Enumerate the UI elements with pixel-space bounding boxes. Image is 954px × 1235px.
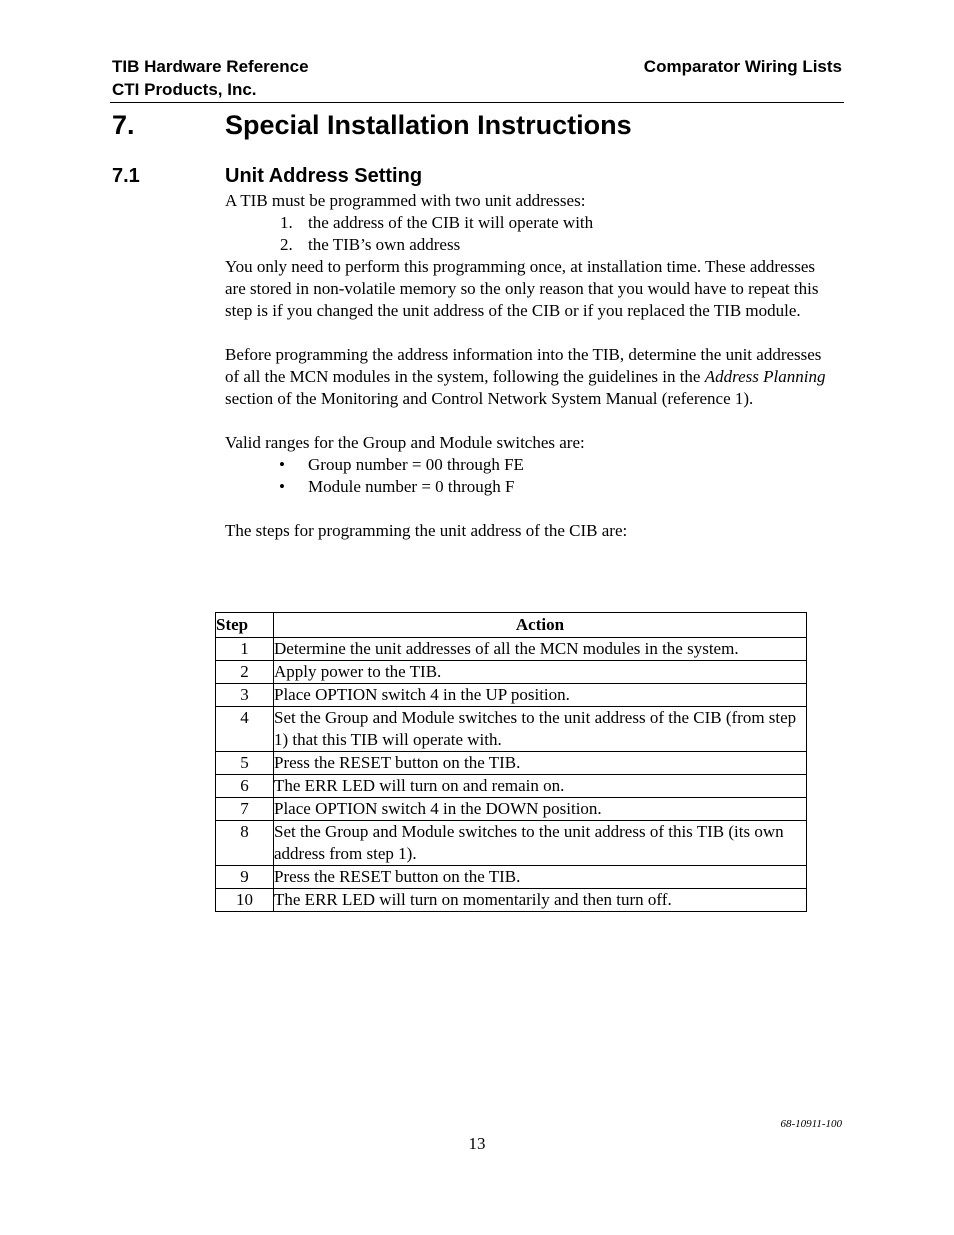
step-number: 9 [216,866,274,889]
step-action: Apply power to the TIB. [274,661,807,684]
table-row [216,684,807,707]
step-number: 5 [216,752,274,775]
list-item-text: Group number = 00 through FE [308,455,524,474]
list-item [225,454,835,476]
intro-text: A TIB must be programmed with two unit addresses: [225,191,586,210]
table-row [216,889,807,912]
reference-section-name: Address Planning [704,367,826,386]
step-action: The ERR LED will turn on and remain on. [274,775,807,798]
table-row [216,752,807,775]
steps-table [215,612,807,912]
step-action: The ERR LED will turn on momentarily and then turn off. [274,889,807,912]
step-action: Place OPTION switch 4 in the UP position. [274,684,807,707]
step-action: Set the Group and Module switches to the unit address of the CIB (from step 1) that this TIB will operate with. [274,707,807,752]
step-number: 3 [216,684,274,707]
column-header-step: Step [216,613,274,638]
step-number: 7 [216,798,274,821]
step-action: Set the Group and Module switches to the unit address of this TIB (its own address from step 1). [274,821,807,866]
subsection-title: Unit Address Setting [225,165,423,187]
list-item [225,212,835,234]
list-item-text: Module number = 0 through F [308,477,515,496]
header-chapter: Comparator Wiring Lists [643,57,842,76]
list-item-text: the TIB’s own address [308,235,461,254]
paragraph-installation: You only need to perform this programming once, at installation time. These addresses are stored in non-volatile memory so the only reason that you would have to repeat this step is if you changed the unit address of the CIB or if you replaced the TIB module. [225,257,819,320]
bullet-icon: • [279,455,285,474]
table-row [216,866,807,889]
bullet-icon: • [279,477,285,496]
header-rule [110,102,844,103]
step-number: 4 [216,707,274,752]
column-header-action: Action [274,613,807,638]
step-action: Determine the unit addresses of all the MCN modules in the system. [274,638,807,661]
table-row [216,821,807,866]
step-number: 8 [216,821,274,866]
table-row [216,798,807,821]
section-title: Special Installation Instructions [225,110,632,140]
step-number: 1 [216,638,274,661]
step-action: Press the RESET button on the TIB. [274,752,807,775]
step-number: 2 [216,661,274,684]
list-item-text: the address of the CIB it will operate with [308,213,594,232]
step-action: Press the RESET button on the TIB. [274,866,807,889]
step-number: 10 [216,889,274,912]
ranges-intro: Valid ranges for the Group and Module switches are: [225,433,585,452]
header-company: CTI Products, Inc. [112,80,257,99]
table-row [216,638,807,661]
step-action: Place OPTION switch 4 in the DOWN position. [274,798,807,821]
step-number: 6 [216,775,274,798]
table-row [216,775,807,798]
steps-intro: The steps for programming the unit address of the CIB are: [225,521,628,540]
page-number: 13 [468,1134,486,1153]
section-body [225,190,835,542]
list-item [225,476,835,498]
list-item [225,234,835,256]
table-header-row [216,613,807,638]
document-code: 68-10911-100 [780,1118,842,1130]
list-item-number: 1. [280,213,293,232]
list-item-number: 2. [280,235,293,254]
paragraph-before-programming: Before programming the address information into the TIB, determine the unit addresses of all the MCN modules in the system, following the guidelines in the Address Planning section of the Monitoring and Control Network System Manual (reference 1). [225,345,826,408]
section-number: 7. [112,110,135,140]
header-title: TIB Hardware Reference [112,57,309,76]
table-row [216,707,807,752]
table-row [216,661,807,684]
subsection-number: 7.1 [112,165,140,187]
